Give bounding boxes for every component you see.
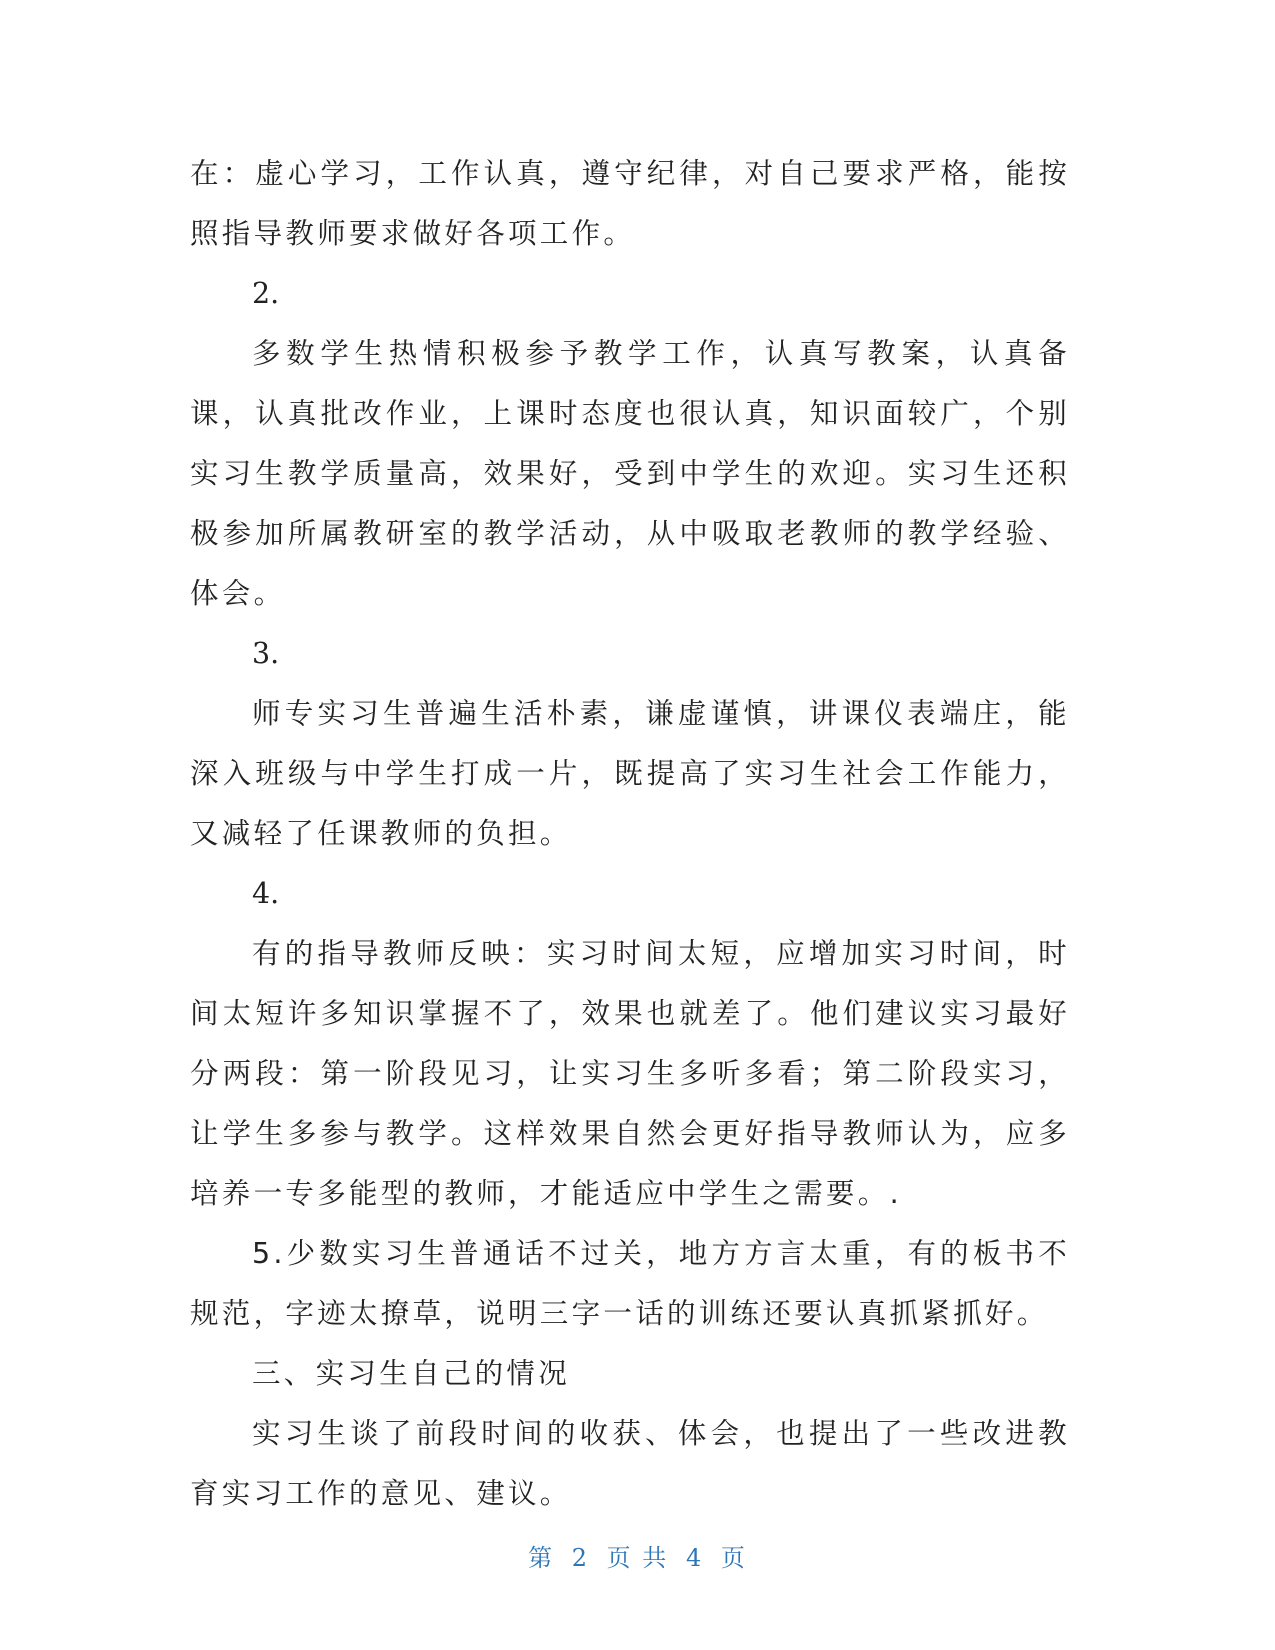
paragraph-item-5: 5.少数实习生普通话不过关，地方方言太重，有的板书不规范，字迹太撩草，说明三字一话的训练还要认真抓紧抓好。 <box>190 1237 1070 1330</box>
footer-middle: 页 共 <box>606 1544 669 1572</box>
footer-current-page: 2 <box>571 1544 590 1572</box>
footer-prefix: 第 <box>528 1544 555 1572</box>
section-heading-3: 三、实习生自己的情况 <box>252 1357 571 1390</box>
document-body <box>190 144 1070 1524</box>
footer-total-pages: 4 <box>685 1544 704 1572</box>
paragraph-continuation: 在：虚心学习，工作认真，遵守纪律，对自己要求严格，能按照指导教师要求做好各项工作。 <box>190 157 1070 250</box>
paragraph-item-3: 师专实习生普遍生活朴素，谦虚谨慎，讲课仪表端庄，能深入班级与中学生打成一片，既提高了实习生社会工作能力，又减轻了任课教师的负担。 <box>190 697 1070 850</box>
item-number-3: 3. <box>252 637 280 670</box>
paragraph-item-2: 多数学生热情积极参予教学工作，认真写教案，认真备课，认真批改作业，上课时态度也很认真，知识面较广，个别实习生教学质量高，效果好，受到中学生的欢迎。实习生还积极参加所属教研室的教学活动，从中吸取老教师的教学经验、体会。 <box>190 337 1070 610</box>
page-footer <box>0 1538 1275 1573</box>
footer-suffix: 页 <box>720 1544 747 1572</box>
item-number-2: 2. <box>252 277 280 310</box>
paragraph-item-4: 有的指导教师反映：实习时间太短，应增加实习时间，时间太短许多知识掌握不了，效果也就差了。他们建议实习最好分两段：第一阶段见习，让实习生多听多看；第二阶段实习，让学生多参与教学。这样效果自然会更好指导教师认为，应多培养一专多能型的教师，才能适应中学生之需要。. <box>190 937 1070 1210</box>
paragraph-section-3: 实习生谈了前段时间的收获、体会，也提出了一些改进教育实习工作的意见、建议。 <box>190 1417 1070 1510</box>
item-number-4: 4. <box>252 877 280 910</box>
